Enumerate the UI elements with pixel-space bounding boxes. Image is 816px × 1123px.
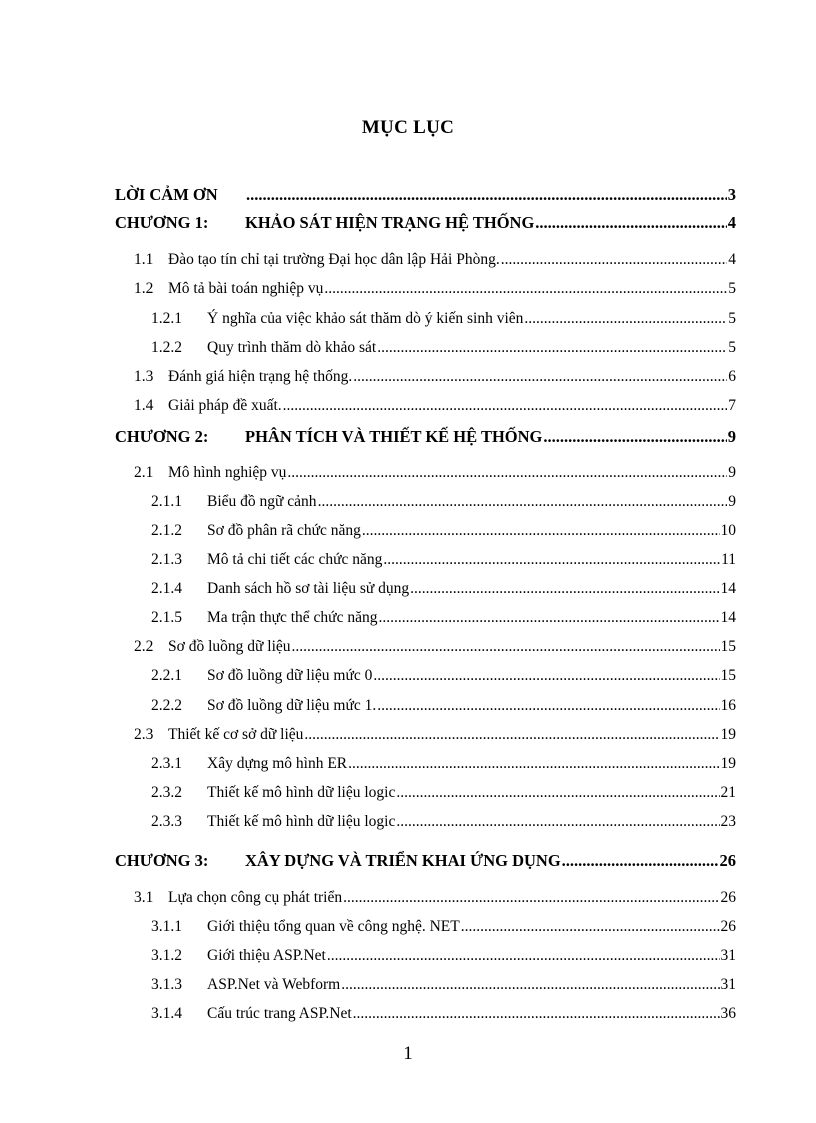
toc-entry-sub[interactable]: [151, 551, 736, 569]
toc-entry-number: 2.3.2: [151, 784, 182, 801]
toc-entry-page: 31: [720, 947, 736, 964]
toc-entry-sec[interactable]: [134, 464, 736, 482]
toc-entry-page: 4: [728, 251, 736, 268]
toc-leader-dots: [501, 251, 728, 269]
toc-entry-number: 2.3.3: [151, 813, 182, 830]
toc-leader-dots: [327, 947, 720, 965]
toc-entry-page: 3: [727, 185, 736, 204]
toc-entry-label: Giải pháp đề xuất.: [168, 397, 282, 414]
toc-entry-number: 1.4: [134, 397, 154, 414]
toc-entry-label: Lựa chọn công cụ phát triển: [168, 889, 343, 906]
toc-entry-page: 15: [720, 638, 736, 655]
toc-leader-dots: [461, 918, 720, 936]
toc-entry-page: 26: [720, 889, 736, 906]
toc-leader-dots: [287, 464, 727, 482]
toc-entry-number: 2.1: [134, 464, 154, 481]
toc-entry-page: 26: [720, 918, 736, 935]
toc-entry-number: 3.1.1: [151, 918, 182, 935]
toc-entry-label: Giới thiệu tổng quan về công nghệ. NET: [207, 918, 460, 935]
toc-leader-dots: [343, 889, 719, 907]
toc-entry-label: Sơ đồ phân rã chức năng: [207, 522, 361, 539]
toc-entry-label: Xây dựng mô hình ER: [207, 755, 348, 772]
toc-entry-page: 26: [719, 851, 736, 870]
toc-entry-number: 2.1.1: [151, 493, 182, 510]
toc-leader-dots: [341, 976, 719, 994]
toc-entry-number: 1.1: [134, 251, 154, 268]
toc-leader-dots: [535, 213, 726, 233]
toc-entry-sec[interactable]: [134, 280, 736, 298]
toc-entry-label: Biểu đồ ngữ cảnh: [207, 493, 317, 510]
toc-entry-sec[interactable]: [134, 726, 736, 744]
toc-entry-chapter[interactable]: [115, 185, 736, 205]
toc-leader-dots: [353, 1005, 720, 1023]
toc-entry-number: 2.1.4: [151, 580, 182, 597]
toc-entry-sub[interactable]: [151, 609, 736, 627]
toc-leader-dots: [353, 368, 727, 386]
toc-entry-sub[interactable]: [151, 784, 736, 802]
toc-entry-number: CHƯƠNG 2:: [115, 427, 209, 446]
toc-entry-page: 16: [720, 697, 736, 714]
toc-entry-number: 3.1.4: [151, 1005, 182, 1022]
toc-entry-sub[interactable]: [151, 1005, 736, 1023]
toc-entry-sub[interactable]: [151, 580, 736, 598]
toc-entry-label: Danh sách hồ sơ tài liệu sử dụng: [207, 580, 410, 597]
toc-entry-label: Sơ đồ luồng dữ liệu mức 0: [207, 667, 373, 684]
toc-entry-sec[interactable]: [134, 889, 736, 907]
toc-entry-label: KHẢO SÁT HIỆN TRẠNG HỆ THỐNG: [245, 213, 535, 232]
toc-entry-chapter[interactable]: [115, 213, 736, 233]
toc-leader-dots: [373, 667, 719, 685]
toc-entry-number: 2.2: [134, 638, 154, 655]
toc-entry-label: Mô tả bài toán nghiệp vụ: [168, 280, 324, 297]
toc-entry-label: PHÂN TÍCH VÀ THIẾT KẾ HỆ THỐNG: [245, 427, 543, 446]
toc-entry-number: 1.3: [134, 368, 154, 385]
toc-leader-dots: [362, 522, 720, 540]
toc-entry-label: Đánh giá hiện trạng hệ thống.: [168, 368, 353, 385]
toc-leader-dots: [318, 493, 728, 511]
toc-entry-page: 19: [720, 755, 736, 772]
toc-leader-dots: [377, 339, 727, 357]
toc-entry-page: 5: [728, 280, 736, 297]
toc-entry-chapter[interactable]: [115, 427, 736, 447]
toc-leader-dots: [562, 851, 719, 871]
toc-entry-number: 2.2.1: [151, 667, 182, 684]
toc-entry-sec[interactable]: [134, 368, 736, 386]
toc-entry-label: XÂY DỰNG VÀ TRIỂN KHAI ỨNG DỤNG: [245, 851, 561, 870]
toc-entry-page: 10: [720, 522, 736, 539]
toc-entry-label: Sơ đồ luồng dữ liệu mức 1.: [207, 697, 377, 714]
toc-entry-sub[interactable]: [151, 667, 736, 685]
toc-entry-label: Sơ đồ luồng dữ liệu: [168, 638, 291, 655]
toc-entry-label: Thiết kế mô hình dữ liệu logic: [207, 784, 396, 801]
toc-entry-page: 9: [728, 464, 736, 481]
toc-entry-number: 3.1.3: [151, 976, 182, 993]
toc-leader-dots: [246, 185, 727, 205]
toc-entry-number: 3.1: [134, 889, 154, 906]
toc-entry-page: 5: [728, 310, 736, 327]
toc-entry-number: 1.2: [134, 280, 154, 297]
toc-leader-dots: [378, 609, 719, 627]
toc-entry-label: Cấu trúc trang ASP.Net: [207, 1005, 352, 1022]
toc-entry-sub[interactable]: [151, 918, 736, 936]
toc-entry-label: Thiết kế cơ sở dữ liệu: [168, 726, 304, 743]
toc-entry-page: 36: [720, 1005, 736, 1022]
toc-entry-page: 9: [728, 493, 736, 510]
toc-entry-sub[interactable]: [151, 813, 736, 831]
toc-entry-sub[interactable]: [151, 947, 736, 965]
toc-entry-number: 2.1.3: [151, 551, 182, 568]
toc-leader-dots: [543, 427, 726, 447]
toc-entry-number: 1.2.1: [151, 310, 182, 327]
toc-entry-sec[interactable]: [134, 397, 736, 415]
toc-entry-label: Giới thiệu ASP.Net: [207, 947, 326, 964]
toc-entry-chapter[interactable]: [115, 851, 736, 871]
toc-leader-dots: [283, 397, 728, 415]
toc-leader-dots: [524, 310, 727, 328]
toc-entry-number: CHƯƠNG 1:: [115, 213, 209, 232]
toc-leader-dots: [348, 755, 719, 773]
toc-entry-number: 2.1.2: [151, 522, 182, 539]
toc-entry-number: 2.1.5: [151, 609, 182, 626]
toc-leader-dots: [292, 638, 720, 656]
toc-entry-number: LỜI CẢM ƠN: [115, 185, 218, 204]
toc-entry-sub[interactable]: [151, 755, 736, 773]
toc-leader-dots: [396, 784, 719, 802]
toc-entry-page: 19: [720, 726, 736, 743]
toc-leader-dots: [410, 580, 719, 598]
toc-entry-label: Mô hình nghiệp vụ: [168, 464, 287, 481]
toc-entry-page: 31: [720, 976, 736, 993]
toc-entry-number: 2.2.2: [151, 697, 182, 714]
toc-entry-sub[interactable]: [151, 339, 736, 357]
toc-entry-number: CHƯƠNG 3:: [115, 851, 209, 870]
toc-entry-sec[interactable]: [134, 638, 736, 656]
toc-entry-label: Quy trình thăm dò khảo sát: [207, 339, 377, 356]
toc-entry-sub[interactable]: [151, 493, 736, 511]
toc-leader-dots: [396, 813, 719, 831]
toc-entry-number: 2.3.1: [151, 755, 182, 772]
toc-entry-page: 14: [720, 580, 736, 597]
toc-entry-page: 14: [720, 609, 736, 626]
toc-entry-label: Đào tạo tín chỉ tại trường Đại học dân lập Hải Phòng.: [168, 251, 500, 268]
toc-entry-page: 21: [720, 784, 736, 801]
toc-entry-sec[interactable]: [134, 251, 736, 269]
toc-entry-sub[interactable]: [151, 522, 736, 540]
toc-leader-dots: [304, 726, 719, 744]
toc-entry-number: 3.1.2: [151, 947, 182, 964]
toc-entry-label: Thiết kế mô hình dữ liệu logic: [207, 813, 396, 830]
toc-entry-sub[interactable]: [151, 310, 736, 328]
page-title: MỤC LỤC: [361, 117, 455, 138]
toc-entry-label: Ma trận thực thể chức năng: [207, 609, 378, 626]
toc-entry-number: 2.3: [134, 726, 154, 743]
toc-entry-page: 4: [727, 213, 736, 232]
toc-leader-dots: [383, 551, 720, 569]
toc-leader-dots: [377, 697, 719, 715]
toc-entry-page: 6: [728, 368, 736, 385]
toc-entry-page: 11: [721, 551, 736, 568]
toc-leader-dots: [324, 280, 727, 298]
toc-entry-sub[interactable]: [151, 697, 736, 715]
page-number: 1: [403, 1043, 413, 1064]
toc-entry-page: 15: [720, 667, 736, 684]
toc-entry-label: Mô tả chi tiết các chức năng: [207, 551, 383, 568]
toc-entry-page: 5: [728, 339, 736, 356]
toc-entry-page: 23: [720, 813, 736, 830]
toc-entry-page: 7: [728, 397, 736, 414]
toc-entry-sub[interactable]: [151, 976, 736, 994]
toc-entry-label: Ý nghĩa của việc khảo sát thăm dò ý kiến sinh viên: [207, 310, 524, 327]
toc-entry-page: 9: [727, 427, 736, 446]
toc-entry-number: 1.2.2: [151, 339, 182, 356]
toc-entry-label: ASP.Net và Webform: [207, 976, 341, 993]
